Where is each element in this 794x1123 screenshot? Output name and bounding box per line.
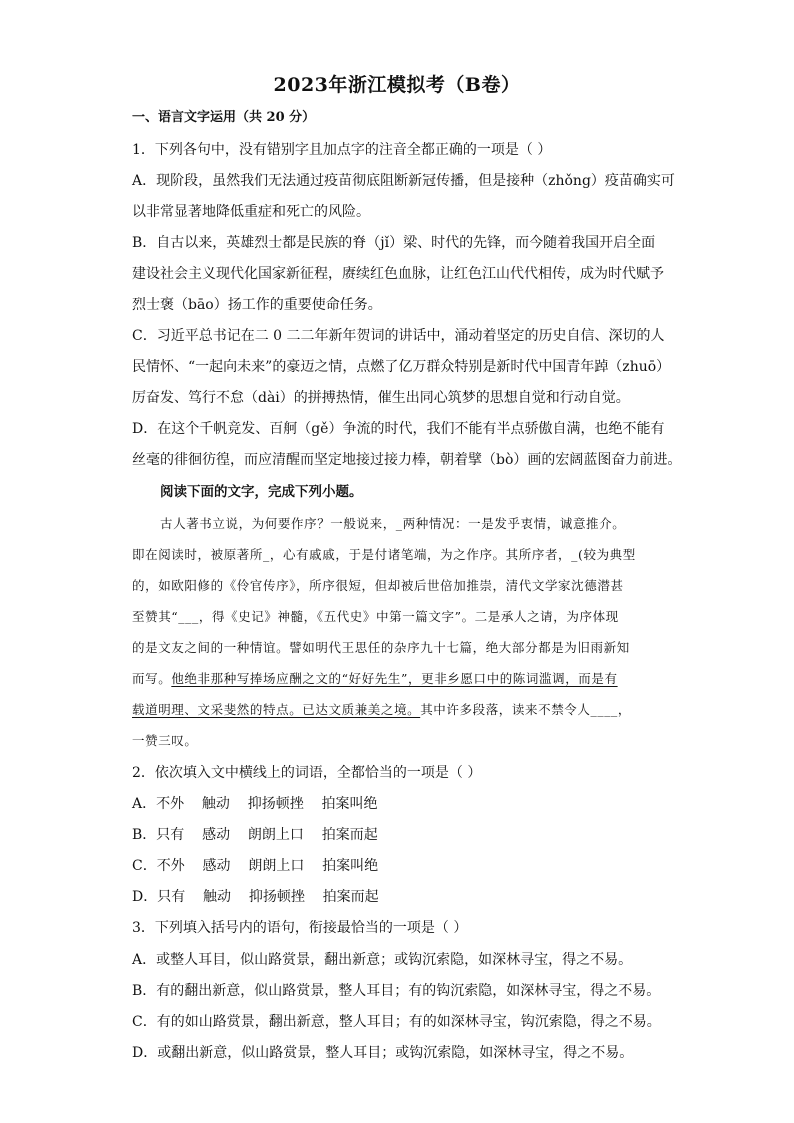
q3-option-d: D．或翻出新意，似山路赏景，整人耳目；或钩沉索隐，如深林寻宝，得之不易。	[132, 1045, 634, 1061]
passage-line-with-underline	[132, 669, 618, 689]
q1-option-a-line-2: 以非常显著地降低重症和死亡的风险。	[132, 204, 370, 220]
reading-instruction: 阅读下面的文字，完成下列小题。	[160, 484, 363, 500]
q3-option-a: A．或整人耳目，似山路赏景，翻出新意；或钩沉索隐，如深林寻宝，得之不易。	[132, 952, 633, 968]
question-1-stem: 1．下列各句中，没有错别字且加点字的注音全都正确的一项是（ ）	[132, 142, 552, 158]
q1-option-a-line-1: A．现阶段，虽然我们无法通过疫苗彻底阻断新冠传播，但是接种（zhǒng）疫苗确实可	[132, 173, 675, 189]
q3-option-b: B．有的翻出新意，似山路赏景，整人耳目；有的钩沉索隐，如深林寻宝，得之不易。	[132, 983, 661, 999]
passage-line-with-underline	[132, 700, 631, 720]
page-title: 2023年浙江模拟考（B卷）	[273, 74, 521, 96]
passage-text: 其中许多段落，读来不禁令人____，	[420, 702, 632, 717]
passage-line: 一赞三叹。	[132, 733, 198, 748]
q1-option-c-line-1: C．习近平总书记在二 0 二二年新年贺词的讲话中，涌动着坚定的历史自信、深切的人	[132, 328, 665, 344]
q1-option-d-line-1: D．在这个千帆竞发、百舸（gě）争流的时代，我们不能有半点骄傲自满，也绝不能有	[132, 421, 665, 437]
q2-option-b: B．只有 感动 朗朗上口 拍案而起	[132, 827, 378, 843]
passage-line: 的是文友之间的一种情谊。譬如明代王思任的杂序九十七篇，绝大部分都是为旧雨新知	[132, 640, 630, 655]
passage-line: 的，如欧阳修的《伶官传序》，所序很短，但却被后世倍加推崇，清代文学家沈德潜甚	[132, 578, 624, 593]
question-3-stem: 3．下列填入括号内的语句，衔接最恰当的一项是（ ）	[132, 920, 468, 936]
q1-option-b-line-2: 建设社会主义现代化国家新征程，赓续红色血脉，让红色江山代代相传，成为时代赋予	[132, 266, 664, 282]
q1-option-c-line-2: 民情怀、“一起向未来”的豪迈之情，点燃了亿万群众特别是新时代中国青年踔（zhuō）	[132, 359, 671, 375]
q1-option-b-line-3: 烈士褒（bāo）扬工作的重要使命任务。	[132, 297, 382, 313]
q1-option-c-line-3: 厉奋发、笃行不怠（dài）的拼搏热情，催生出同心筑梦的思想自觉和行动自觉。	[132, 390, 630, 406]
underlined-sentence: 载道明理、文采斐然的特点。已达文质兼美之境。	[132, 702, 421, 717]
q1-option-d-line-2: 丝毫的徘徊彷徨，而应清醒而坚定地接过接力棒，朝着擘（bò）画的宏阔蓝图奋力前进。	[132, 452, 682, 468]
q3-option-c: C．有的如山路赏景，翻出新意，整人耳目；有的如深林寻宝，钩沉索隐，得之不易。	[132, 1014, 661, 1030]
q1-option-b-line-1: B．自古以来，英雄烈士都是民族的脊（jǐ）梁、时代的先锋，而今随着我国开启全面	[132, 235, 656, 251]
question-2-stem: 2．依次填入文中横线上的词语，全都恰当的一项是（ ）	[132, 765, 482, 781]
q2-option-a: A．不外 触动 抑扬顿挫 拍案叫绝	[132, 796, 378, 812]
passage-line: 古人著书立说，为何要作序？一般说来，_两种情况：一是发乎衷情，诚意推介。	[160, 516, 626, 531]
q2-option-d: D．只有 触动 抑扬顿挫 拍案而起	[132, 889, 379, 905]
underlined-sentence: 他绝非那种写捧场应酬之文的“好好先生”，更非乡愿口中的陈词滥调，而是有	[171, 671, 618, 686]
passage-line: 至赞其“___，得《史记》神髓，《五代史》中第一篇文字”。二是承人之请，为序体现	[132, 609, 619, 624]
section-heading: 一、语言文字运用（共 20 分）	[132, 110, 316, 125]
passage-line: 即在阅读时，被原著所_，心有戚戚，于是付诸笔端，为之作序。其所序者，_(较为典型	[132, 547, 636, 562]
q2-option-c: C．不外 感动 朗朗上口 拍案叫绝	[132, 858, 379, 874]
passage-text: 而写。	[132, 671, 172, 686]
